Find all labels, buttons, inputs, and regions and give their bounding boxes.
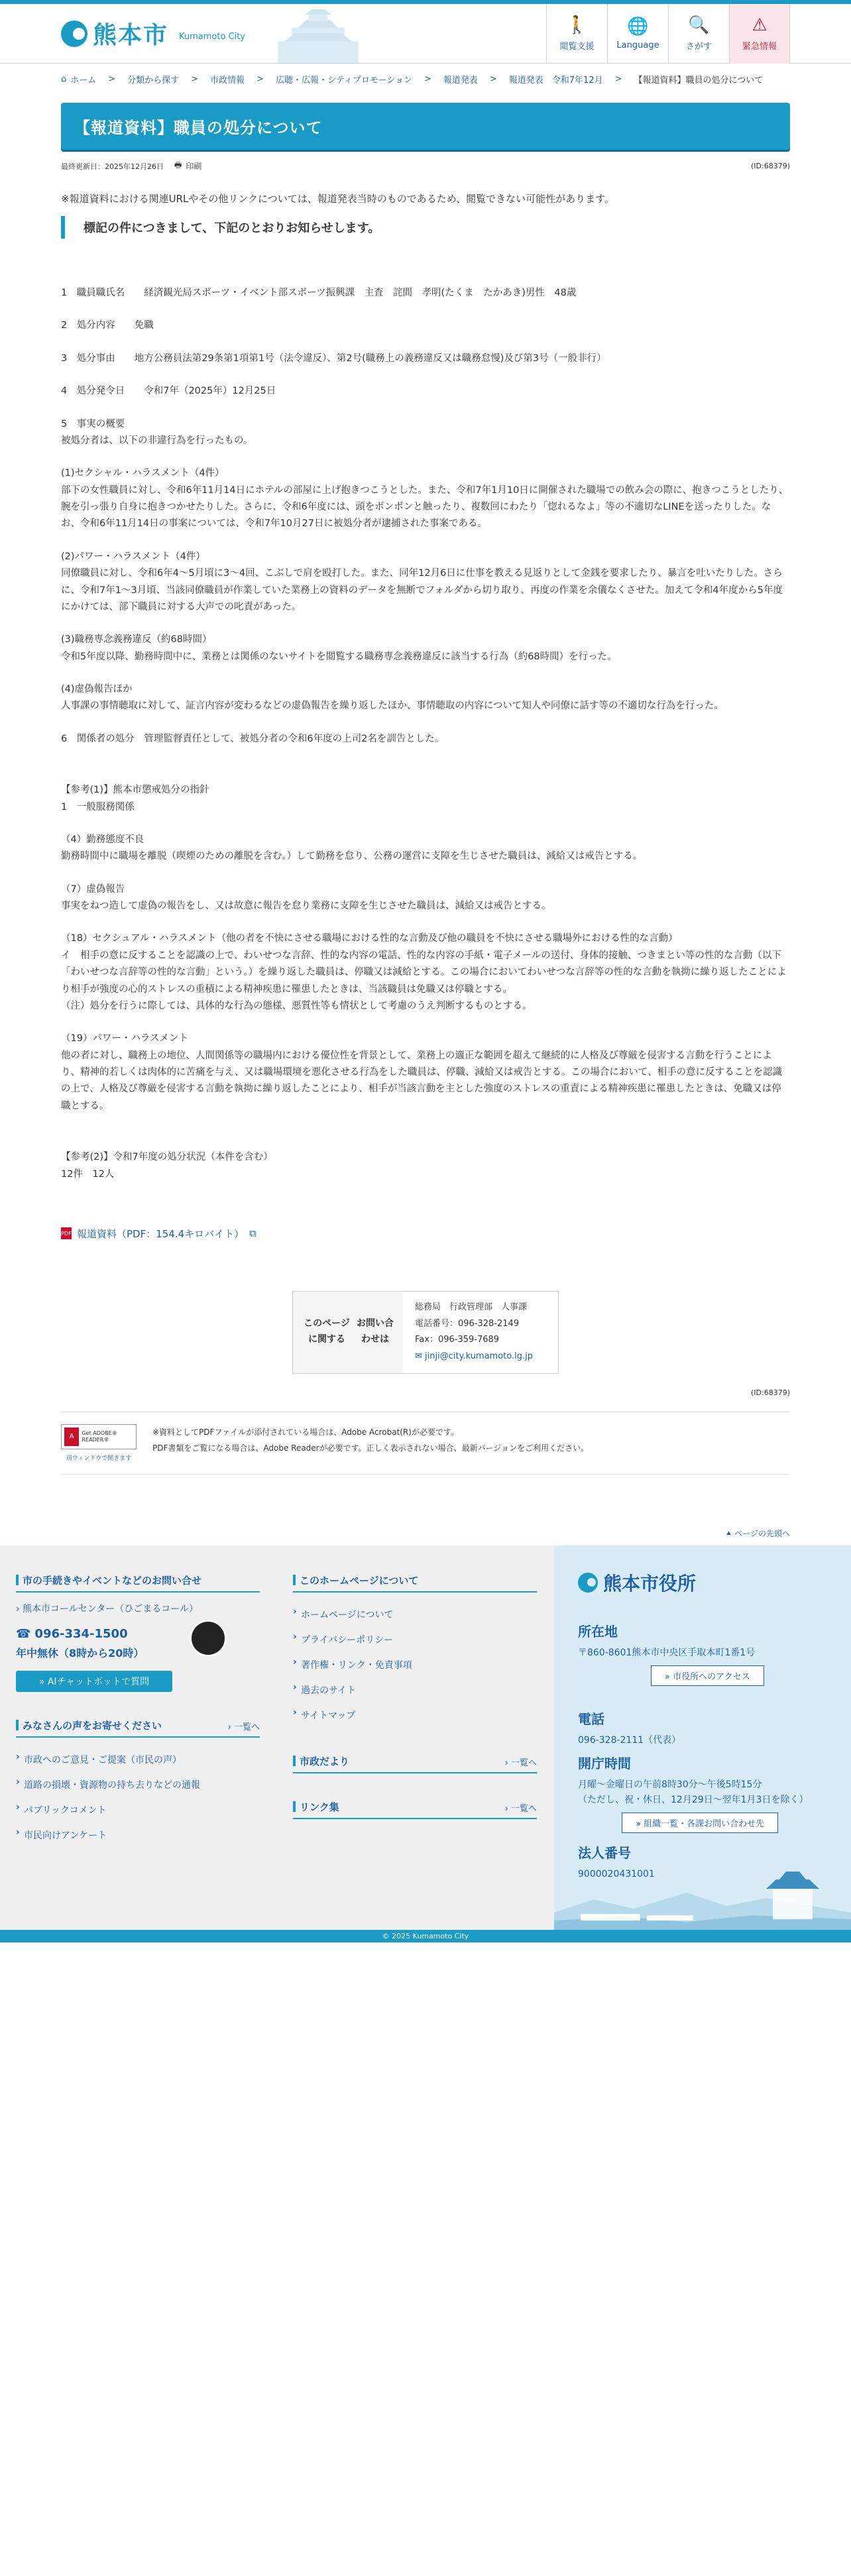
contact-email-link[interactable] [415, 1351, 533, 1361]
access-button-label: 市役所へのアクセス [673, 1672, 750, 1683]
acrobat-notice [61, 1412, 790, 1475]
footer-col-inquiry [16, 1573, 260, 1903]
reference-19-text: 他の者に対し、職務上の地位、人間関係等の職場内における優位性を背景として、業務上の適正な範囲を超えて継続的に人格及び尊厳を侵害する言動を行うことにより、精神的若しくは肉体的に苦痛を与え、又は職場環境を悪化させる行為をした職員は、停職、減給又は戒告とする。この場合において、相手の意に反することを認識の上で、人格及び尊厳を侵害する言動を執拗に繰り返したことにより、相手が当該言動を主とした強度のストレスの重責による精神疾患に罹患したときは、免職又は停職とする。 [61, 1050, 783, 1111]
org-list-button[interactable]: » 組織一覧・各課お問い合わせ先 [622, 1813, 778, 1833]
contact-label-line2: お問い合わせは [357, 1318, 394, 1345]
fact-2-heading: (2)パワー・ハラスメント（4件） [61, 551, 205, 562]
notice-text: ※報道資料における関連URLやその他リンクについては、報道発表当時のものであるため、閲覧できない可能性があります。 [61, 193, 614, 205]
reference-7-heading: （7）虚偽報告 [61, 883, 125, 895]
breadcrumb-separator: > [191, 74, 199, 84]
footer-head-links [293, 1800, 537, 1819]
phone-number: 096-334-1500 [34, 1626, 128, 1641]
last-updated: 最終更新日：2025年12月26日 [61, 162, 164, 171]
page-title: 【報道資料】職員の処分について [61, 103, 790, 150]
globe-icon: 🌐 [627, 16, 649, 36]
main-content [0, 103, 851, 1544]
header-utility-buttons [546, 4, 790, 64]
address-text: 〒860-8601熊本市中央区手取本町1番1号 [578, 1647, 756, 1658]
footer-link[interactable]: › ホームページについて [293, 1602, 537, 1627]
warning-icon: ⚠ [752, 15, 767, 35]
reference-4-heading: （4）勤務態度不良 [61, 834, 144, 845]
footer-link[interactable]: › パブリックコメント [16, 1797, 260, 1822]
reference-1-title: 【参考(1)】熊本市懲戒処分の指針 [61, 785, 209, 796]
language-label: Language [616, 40, 659, 50]
adobe-logo-icon: A [64, 1428, 79, 1446]
breadcrumb-item[interactable]: 分類から探す [127, 76, 180, 85]
voice-link-list [16, 1747, 260, 1848]
hours-note: （ただし、祝・休日、12月29日～翌年1月3日を除く） [578, 1794, 809, 1805]
search-icon: 🔍 [688, 15, 710, 35]
reference-1-sub: 1 一般服務関係 [61, 801, 135, 812]
footer-link[interactable]: › 道路の損壊・資源物の持ち去りなどの通報 [16, 1772, 260, 1797]
breadcrumb-separator: > [424, 74, 431, 84]
tel-text: 096-328-2111（代表） [578, 1735, 681, 1746]
breadcrumb-separator: > [489, 74, 497, 84]
site-logo[interactable] [61, 17, 245, 50]
reference-7-text: 事実をねつ造して虚偽の報告をし、又は故意に報告を怠り業務に支障を生じさせた職員は、減給又は戒告とする。 [61, 901, 551, 911]
breadcrumb-home[interactable]: ホーム [70, 76, 97, 85]
fact-3-text: 令和5年度以降、勤務時間中に、業務とは関係のないサイトを閲覧する職務専念義務違反に該当する行為（約68時間）を行った。 [61, 651, 617, 662]
search-label: さがす [685, 41, 712, 52]
fact-4-text: 人事課の事情聴取に対して、証言内容が変わるなどの虚偽報告を繰り返したほか、事情聴取の内容について知人や同僚に話す等の不適切な行為を行った。 [61, 700, 724, 712]
pdf-link-label: 報道資料（PDF：154.4キロバイト） [77, 1227, 245, 1240]
language-button[interactable] [607, 4, 668, 64]
hours-heading: 開庁時間 [578, 1756, 631, 1772]
contact-box [292, 1291, 559, 1374]
fact-1-text: 部下の女性職員に対し、令和6年11月14日にホテルの部屋に上げ抱きつこうとした。また、令和7年1月10日に開催された職場での飲み会の際に、抱きつこうとしたり、腕を引っ張り自身に抱きつかせたりした。さらに、令和6年度には、頭をポンポンと触ったり、複数回にわたり「惚れるなよ」等の不適切なLINEを送ったりした。なお、令和6年11月14日の事案については、令和7年10月27日に被処分者が逮捕された事案である。 [61, 484, 789, 530]
contact-label-line1: このページに関する [304, 1318, 350, 1345]
ai-chatbot-button[interactable] [16, 1671, 172, 1692]
acrobat-text-1: ※資料としてPDFファイルが添付されている場合は、Adobe Acrobat(R)が必要です。 [152, 1427, 459, 1437]
item-disposition: 2 処分内容 免職 [61, 320, 154, 331]
lead-heading: 標記の件につきまして、下記のとおりお知らせします。 [61, 216, 790, 239]
breadcrumb-item[interactable]: 報道発表 [443, 76, 478, 85]
fact-3-heading: (3)職務専念義務違反（約68時間） [61, 634, 212, 645]
blank-area [0, 1942, 851, 2576]
phone-icon: ☎ [16, 1626, 31, 1641]
site-name-en: Kumamoto City [179, 32, 246, 42]
reference-2-value: 12件 12人 [61, 1168, 115, 1180]
contact-label [293, 1292, 403, 1373]
reference-18-note: （注）処分を行うに際しては、具体的な行為の態様、悪質性等も情状として考慮のうえ判断するものとする。 [61, 1000, 532, 1011]
footer-link[interactable]: › 市民向けアンケート [16, 1822, 260, 1848]
fact-2-text: 同僚職員に対し、令和6年4～5月頃に3～4回、こぶしで肩を殴打した。また、同年12月6日に仕事を教える見返りとして金銭を要求したり、暴言を吐いたりした。さらに、令和7年1～3月頃、当該同僚職員が作業していた業務上の資料のデータを無断でフォルダから切り取り、再度の作業を余儀なくさせた。加えて令和4年度から5年度にかけては、部下職員に対する大声での叱責があった。 [61, 568, 783, 612]
pdf-download-link[interactable] [61, 1227, 790, 1241]
voice-more-label: 一覧へ [233, 1722, 260, 1732]
double-chevron-icon: » [38, 1676, 45, 1687]
printer-icon: 🖶 [174, 160, 182, 170]
call-center-link[interactable] [16, 1602, 260, 1615]
adobe-caption: 別ウィンドウで開きます [66, 1455, 132, 1462]
contact-info [403, 1292, 545, 1373]
site-footer [0, 1545, 851, 1930]
breadcrumb-separator: > [614, 74, 622, 84]
accessibility-label: 閲覧支援 [559, 41, 595, 52]
hours-text: 月曜～金曜日の午前8時30分～午後5時15分 [578, 1779, 762, 1791]
newsletter-more-link[interactable]: › 一覧へ [504, 1758, 537, 1768]
footer-link[interactable]: › 過去のサイト [293, 1677, 537, 1703]
reference-18-heading: （18）セクシュアル・ハラスメント（他の者を不快にさせる職場における性的な言動及び他の職員を不快にさせる職場外における性的な言動） [61, 933, 678, 944]
accessibility-icon: 🚶 [566, 15, 588, 35]
reference-19-heading: （19）パワー・ハラスメント [61, 1033, 189, 1044]
city-skyline-illustration-icon [554, 1866, 851, 1930]
site-name: 熊本市 [93, 22, 169, 49]
reference-2-title: 【参考(2)】令和7年度の処分状況（本件を含む） [61, 1152, 273, 1163]
call-center-label: 熊本市コールセンター（ひごまるコール） [23, 1603, 198, 1614]
reference-18-text: イ 相手の意に反することを認識の上で、わいせつな言辞、性的な内容の電話、性的な内容の手紙・電子メールの送付、身体的接触、つきまとい等の性的な言動（以下「わいせつな言辞等の性的な言動」という。）を繰り返した職員は、停職又は減給とする。この場合においてわいせつな言辞等の性的な言動を執拗に繰り返したことにより相手が強度の心的ストレスの重積による精神疾患に罹患したときは、当該職員は免職又は停職とする。 [61, 950, 787, 995]
reference-4-text: 勤務時間中に職場を離脱（喫煙のための離脱を含む。）して勤務を怠り、公務の運営に支障を生じさせた職員は、減給又は戒告とする。 [61, 851, 643, 862]
breadcrumb-separator: > [108, 74, 116, 84]
corp-number-heading: 法人番号 [578, 1845, 631, 1862]
call-center-hours: 年中無休（8時から20時） [16, 1646, 144, 1659]
item-date: 4 処分発令日 令和7年（2025年）12月25日 [61, 386, 276, 397]
adobe-badge-text: Get ADOBE® READER® [82, 1430, 117, 1443]
print-button[interactable] [174, 159, 201, 173]
breadcrumb-item[interactable]: 市政情報 [210, 76, 245, 85]
page-top-link[interactable] [61, 1528, 790, 1544]
city-hall-logo [578, 1569, 827, 1596]
print-label: 印刷 [186, 162, 202, 171]
fact-4-heading: (4)虚偽報告ほか [61, 684, 133, 695]
breadcrumb-item[interactable]: 広聴・広報・シティプロモーション [276, 76, 412, 85]
accessibility-button[interactable] [546, 4, 607, 64]
mail-icon: ✉ [415, 1351, 422, 1361]
page-top-label: ページの先頭へ [734, 1528, 790, 1538]
voice-more-link[interactable]: › 一覧へ [227, 1722, 260, 1732]
address-heading: 所在地 [578, 1623, 618, 1640]
castle-illustration-icon [265, 8, 371, 64]
emergency-label: 緊急情報 [742, 41, 777, 52]
item-facts-heading: 5 事実の概要 [61, 418, 125, 429]
item-facts-intro: 被処分者は、以下の非違行為を行ったもの。 [61, 435, 253, 446]
page-id-bottom: (ID:68379) [751, 1388, 790, 1397]
article-body [61, 285, 790, 1183]
contact-dept: 総務局 行政管理部 人事課 [415, 1302, 528, 1312]
item-related: 6 関係者の処分 管理監督責任として、被処分者の令和6年度の上司2名を訓告とした。 [61, 733, 445, 744]
footer-head-newsletter-label: 市政だより [300, 1755, 350, 1767]
contact-email: jinji@city.kumamoto.lg.jp [425, 1351, 533, 1361]
access-button[interactable]: » 市役所へのアクセス [651, 1665, 764, 1686]
chevron-up-icon: ⯅ [725, 1528, 732, 1538]
footer-head-voice-label: みなさんの声をお寄せください [23, 1719, 162, 1732]
page-meta [61, 159, 790, 173]
links-more-label: 一覧へ [510, 1803, 537, 1814]
site-header [0, 4, 851, 64]
footer-link[interactable]: › 市政へのご意見・ご提案（市民の声） [16, 1747, 260, 1772]
tel-heading: 電話 [578, 1711, 604, 1728]
footer-head-links-label: リンク集 [300, 1801, 339, 1813]
get-adobe-reader-link[interactable] [61, 1424, 137, 1462]
org-list-button-label: 組織一覧・各課お問い合わせ先 [644, 1819, 765, 1830]
acrobat-text [152, 1424, 589, 1456]
search-button[interactable] [668, 4, 729, 64]
links-more-link[interactable]: › 一覧へ [504, 1803, 537, 1814]
home-icon: ⌂ [61, 74, 67, 84]
pdf-icon: PDF [61, 1227, 72, 1239]
page-id: (ID:68379) [751, 162, 790, 170]
breadcrumb-current: 【報道資料】職員の処分について [634, 76, 764, 85]
copyright: © 2025 Kumamoto City [0, 1930, 851, 1942]
footer-col-about [293, 1573, 537, 1903]
footer-head-about [293, 1573, 537, 1593]
city-emblem-icon [578, 1573, 598, 1593]
fact-1-heading: (1)セクシャル・ハラスメント（4件） [61, 468, 225, 479]
footer-head-inquiry [16, 1573, 260, 1593]
city-hall-info [554, 1545, 851, 1930]
mascot-image [190, 1620, 227, 1657]
about-link-list [293, 1602, 537, 1728]
emergency-info-button[interactable] [729, 4, 790, 64]
breadcrumb-item[interactable]: 報道発表 令和7年12月 [508, 76, 603, 85]
footer-head-voice [16, 1718, 260, 1738]
chevron-right-icon: › [16, 1603, 20, 1614]
item-name: 1 職員職氏名 経済観光局スポーツ・イベント部スポーツ振興課 主査 詫間 孝明(たくま たかあき)男性 48歳 [61, 288, 577, 298]
breadcrumb [0, 64, 851, 85]
footer-head-about-label: このホームページについて [300, 1574, 419, 1587]
footer-link[interactable]: › サイトマップ [293, 1703, 537, 1728]
corp-number: 9000020431001 [578, 1869, 655, 1880]
newsletter-more-label: 一覧へ [510, 1758, 537, 1768]
footer-head-newsletter [293, 1754, 537, 1773]
footer-link[interactable]: › プライバシーポリシー [293, 1627, 537, 1652]
contact-fax: Fax：096-359-7689 [415, 1335, 500, 1345]
new-window-icon: ⧉ [249, 1227, 256, 1240]
city-emblem-icon [61, 21, 87, 47]
ai-chatbot-label: AIチャットボットで質問 [47, 1676, 150, 1687]
footer-head-inquiry-label: 市の手続きやイベントなどのお問い合せ [23, 1574, 202, 1587]
acrobat-text-2: PDF書類をご覧になる場合は、Adobe Readerが必要です。正しく表示されない場合、最新バージョンをご利用ください。 [152, 1443, 589, 1453]
adobe-reader-badge [61, 1424, 137, 1449]
item-reason: 3 処分事由 地方公務員法第29条第1項第1号（法令違反）、第2号(職務上の義務違反又は職務怠慢)及び第3号（一般非行） [61, 353, 606, 364]
footer-links [0, 1545, 554, 1930]
city-hall-name: 熊本市役所 [603, 1572, 697, 1595]
breadcrumb-separator: > [256, 74, 264, 84]
footer-link[interactable]: › 著作権・リンク・免責事項 [293, 1652, 537, 1677]
contact-tel: 電話番号：096-328-2149 [415, 1318, 520, 1329]
